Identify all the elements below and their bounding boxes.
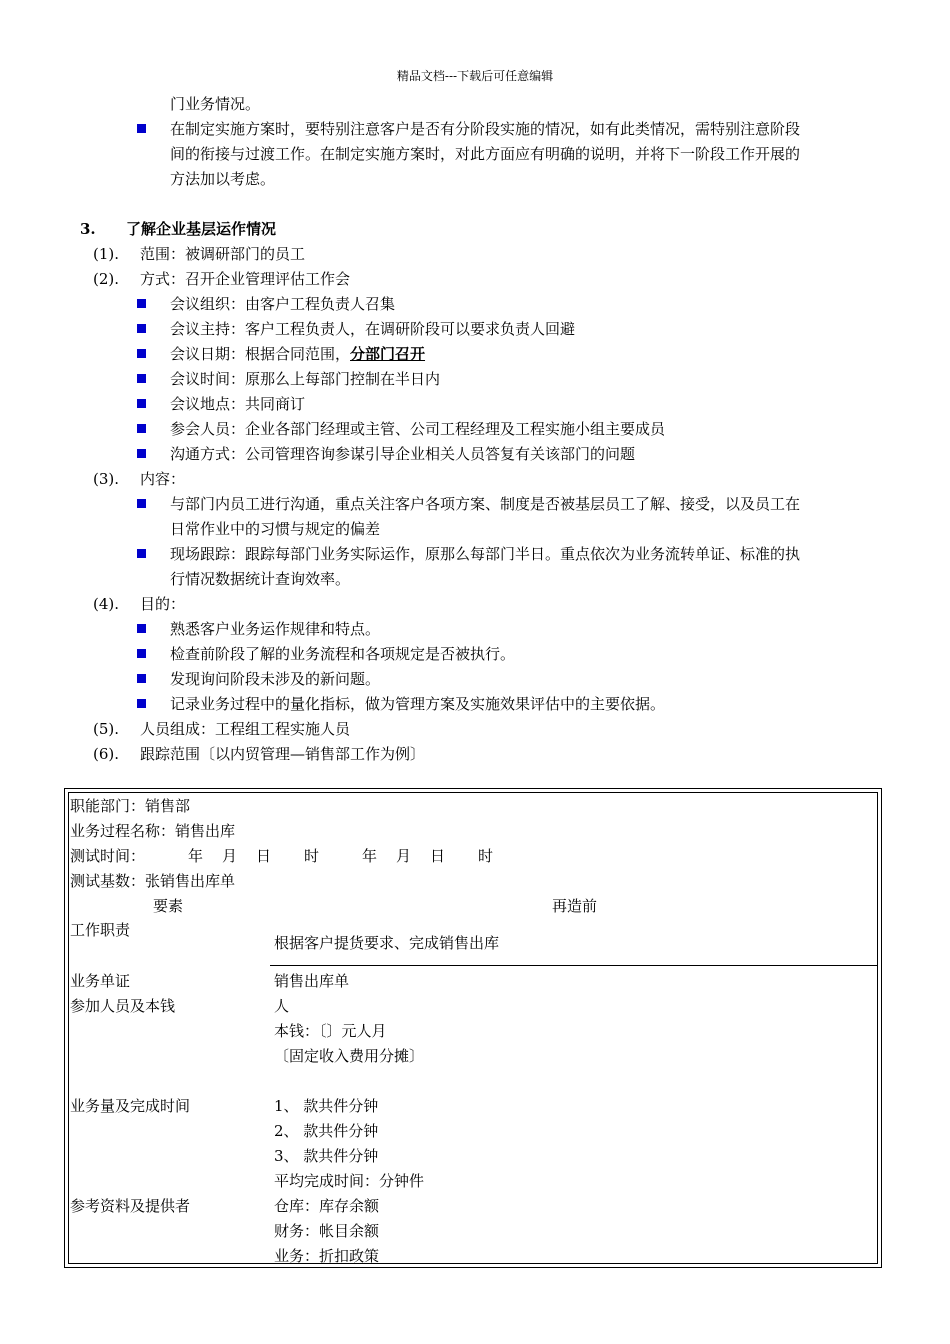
item-text-purpose: 目的： (140, 595, 186, 613)
form-ref-finance: 财务：帐目余额 (274, 1222, 380, 1240)
bullet-icon (137, 299, 146, 308)
intro-bullet-line-1: 在制定实施方案时，要特别注意客户是否有分阶段实施的情况，如有此类情况，需特别注意阶段 (170, 120, 801, 138)
item-text-staff: 人员组成：工程组工程实施人员 (140, 720, 351, 738)
section-number: 3. (80, 220, 96, 238)
form-divider (270, 965, 878, 966)
form-people-count: 人 (274, 997, 290, 1015)
bullet-icon (137, 674, 146, 683)
content-bullet-2-line-1: 现场跟踪：跟踪每部门业务实际运作，原那么每部门半日。重点依次为业务流转单证、标准的执 (170, 545, 801, 563)
meeting-location: 会议地点：共同商订 (170, 395, 306, 413)
meeting-duration: 会议时间：原那么上每部门控制在半日内 (170, 370, 441, 388)
meeting-organizer: 会议组织：由客户工程负责人召集 (170, 295, 396, 313)
purpose-bullet: 熟悉客户业务运作规律和特点。 (170, 620, 381, 638)
item-number: (5). (93, 720, 120, 738)
purpose-bullet: 检查前阶段了解的业务流程和各项规定是否被执行。 (170, 645, 516, 663)
purpose-bullet: 发现询问阶段未涉及的新问题。 (170, 670, 381, 688)
form-people-cost: 本钱：〔〕元人月 (274, 1022, 387, 1040)
form-col-element: 要素 (153, 897, 184, 915)
meeting-communication: 沟通方式：公司管理咨询参谋引导企业相关人员答复有关该部门的问题 (170, 445, 636, 463)
form-ref-warehouse: 仓库：库存余额 (274, 1197, 380, 1215)
content-bullet-1-line-2: 日常作业中的习惯与规定的偏差 (170, 520, 381, 538)
bullet-icon (137, 324, 146, 333)
bullet-icon (137, 349, 146, 358)
item-number: (1). (93, 245, 120, 263)
item-text-tracking: 跟踪范围〔以内贸管理—销售部工作为例〕 (140, 745, 426, 763)
form-dept: 职能部门：销售部 (70, 797, 191, 815)
form-volume-2: 2、 款共件分钟 (274, 1122, 379, 1140)
intro-bullet-line-2: 间的衔接与过渡工作。在制定实施方案时，对此方面应有明确的说明，并将下一阶段工作开展的 (170, 145, 801, 163)
form-ref-business: 业务：折扣政策 (274, 1247, 380, 1265)
bullet-icon (137, 374, 146, 383)
form-volume-1: 1、 款共件分钟 (274, 1097, 379, 1115)
bullet-icon (137, 499, 146, 508)
bullet-icon (137, 699, 146, 708)
form-volume-avg: 平均完成时间：分钟件 (274, 1172, 425, 1190)
form-volume-label: 业务量及完成时间 (70, 1097, 191, 1115)
content-bullet-2-line-2: 行情况数据统计查询效率。 (170, 570, 351, 588)
form-people-note: 〔固定收入费用分摊〕 (274, 1047, 425, 1065)
section-title: 了解企业基层运作情况 (126, 220, 277, 238)
form-voucher-value: 销售出库单 (274, 972, 350, 990)
form-day: 日 (256, 847, 272, 865)
item-number: (2). (93, 270, 120, 288)
meeting-host: 会议主持：客户工程负责人，在调研阶段可以要求负责人回避 (170, 320, 576, 338)
bullet-icon (137, 399, 146, 408)
item-text-method: 方式：召开企业管理评估工作会 (140, 270, 351, 288)
form-col-before: 再造前 (552, 897, 598, 915)
form-year: 年 (362, 847, 378, 865)
content-bullet-1-line-1: 与部门内员工进行沟通，重点关注客户各项方案、制度是否被基层员工了解、接受，以及员工在 (170, 495, 801, 513)
purpose-bullet: 记录业务过程中的量化指标，做为管理方案及实施效果评估中的主要依据。 (170, 695, 666, 713)
form-volume-3: 3、 款共件分钟 (274, 1147, 379, 1165)
meeting-attendees: 参会人员：企业各部门经理或主管、公司工程经理及工程实施小组主要成员 (170, 420, 666, 438)
item-number: (6). (93, 745, 120, 763)
form-duty-value: 根据客户提货要求、完成销售出库 (274, 934, 500, 952)
meeting-date (170, 342, 425, 367)
bullet-icon (137, 424, 146, 433)
bullet-icon (137, 449, 146, 458)
item-number: (3). (93, 470, 120, 488)
form-year: 年 (188, 847, 204, 865)
meeting-date-prefix: 会议日期：根据合同范围， (170, 345, 351, 363)
item-text-scope: 范围：被调研部门的员工 (140, 245, 306, 263)
intro-continued-line: 门业务情况。 (170, 95, 261, 113)
form-voucher-label: 业务单证 (70, 972, 131, 990)
bullet-icon (137, 124, 146, 133)
form-ref-label: 参考资料及提供者 (70, 1197, 191, 1215)
form-process: 业务过程名称：销售出库 (70, 822, 236, 840)
form-month: 月 (396, 847, 412, 865)
item-text-content: 内容： (140, 470, 186, 488)
page-header: 精品文档---下载后可任意编辑 (396, 69, 554, 83)
form-month: 月 (222, 847, 238, 865)
item-number: (4). (93, 595, 120, 613)
form-duty-label: 工作职责 (70, 921, 131, 939)
bullet-icon (137, 624, 146, 633)
intro-bullet-line-3: 方法加以考虑。 (170, 170, 276, 188)
bullet-icon (137, 649, 146, 658)
form-hour: 时 (478, 847, 494, 865)
form-test-base: 测试基数：张销售出库单 (70, 872, 236, 890)
form-day: 日 (430, 847, 446, 865)
bullet-icon (137, 549, 146, 558)
meeting-date-emphasis: 分部门召开 (350, 345, 426, 363)
form-hour: 时 (304, 847, 320, 865)
form-people-label: 参加人员及本钱 (70, 997, 176, 1015)
form-test-time-label: 测试时间： (70, 847, 146, 865)
